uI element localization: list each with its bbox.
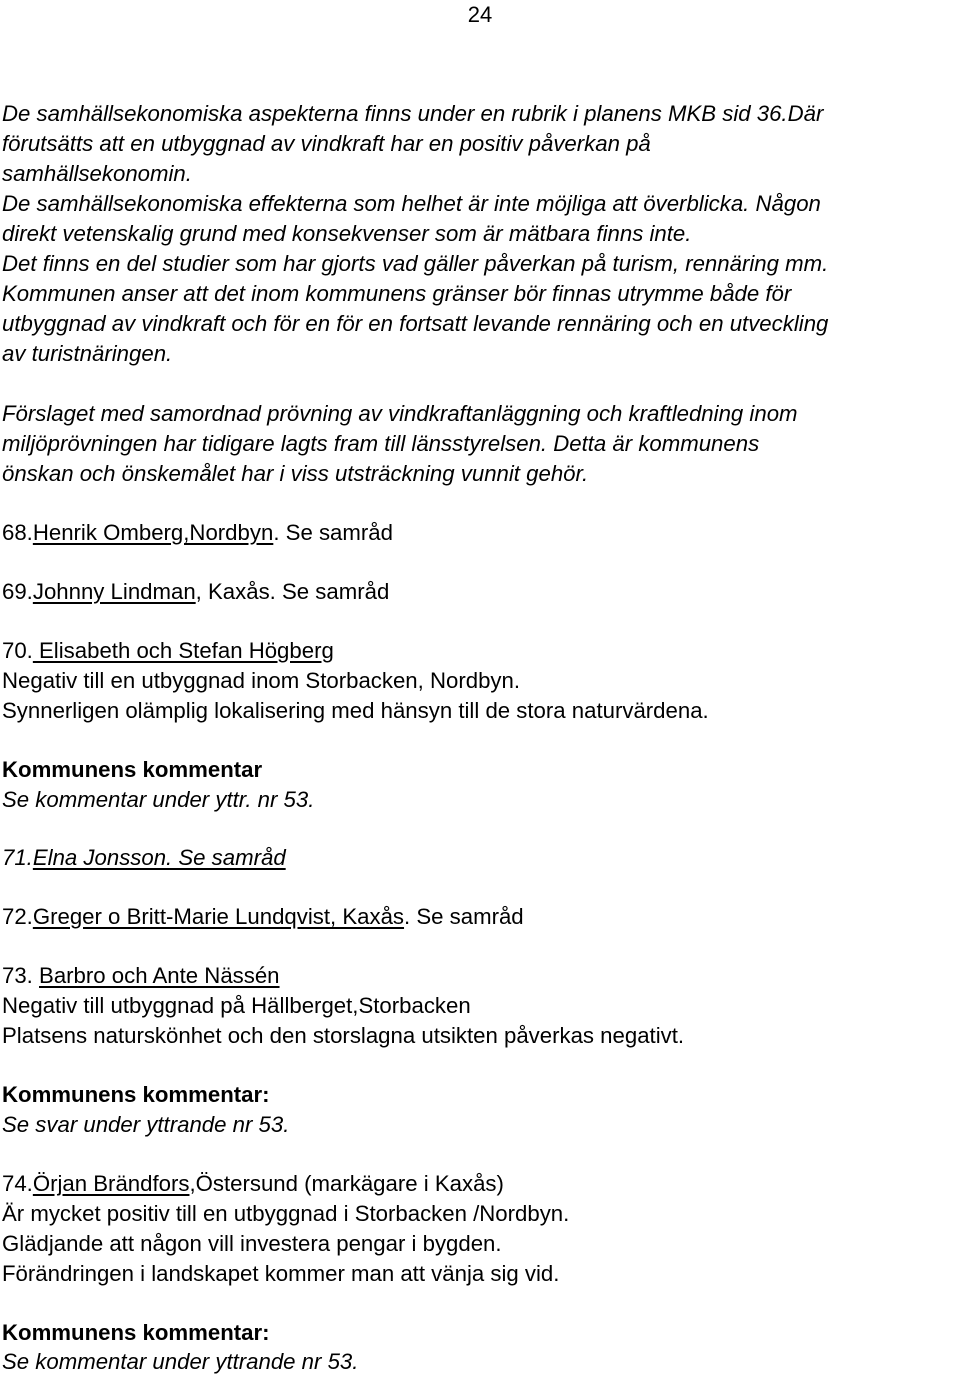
entry-number: 68.	[2, 520, 33, 545]
comment-heading: Kommunens kommentar:	[2, 1082, 270, 1107]
entry-name: Greger o Britt-Marie Lundqvist, Kaxås	[32, 904, 405, 929]
text-line: Glädjande att någon vill investera pengar i bygden.	[2, 1231, 502, 1256]
entry-number: 70.	[2, 638, 33, 663]
text-line: Är mycket positiv till en utbyggnad i Storbacken /Nordbyn.	[2, 1201, 570, 1226]
text-line: utbyggnad av vindkraft och för en för en fortsatt levande rennäring och en utveckling	[2, 311, 829, 336]
entry-number: 72.	[2, 904, 33, 929]
text-line: Kommunen anser att det inom kommunens gränser bör finnas utrymme både för	[2, 281, 792, 306]
entry-note: . Se samråd	[273, 520, 393, 545]
text-line: De samhällsekonomiska effekterna som helhet är inte möjliga att överblicka. Någon	[2, 191, 821, 216]
text-line: direkt vetenskalig grund med konsekvenser som är mätbara finns inte.	[2, 221, 692, 246]
entry-heading	[2, 638, 334, 664]
entry-note: , Kaxås. Se samråd	[195, 579, 390, 604]
comment-text: Se kommentar under yttr. nr 53.	[2, 787, 315, 812]
text-line: förutsätts att en utbyggnad av vindkraft har en positiv påverkan på	[2, 131, 651, 156]
text-line: Negativ till en utbyggnad inom Storbacken, Nordbyn.	[2, 668, 521, 693]
text-line: önskan och önskemålet har i viss utsträckning vunnit gehör.	[2, 461, 589, 486]
entry-number: 73.	[2, 963, 40, 988]
entry-name: Elisabeth och Stefan Högberg	[32, 638, 334, 663]
entry-name: Henrik Omberg,Nordbyn	[32, 520, 274, 545]
text-line: Synnerligen olämplig lokalisering med hänsyn till de stora naturvärdena.	[2, 698, 709, 723]
text-line: Förändringen i landskapet kommer man att vänja sig vid.	[2, 1261, 560, 1286]
comment-text: Se svar under yttrande nr 53.	[2, 1112, 290, 1137]
text-line: miljöprövningen har tidigare lagts fram till länsstyrelsen. Detta är kommunens	[2, 431, 760, 456]
entry-69	[2, 579, 389, 605]
entry-name: Elna Jonsson. Se samråd	[32, 845, 286, 870]
entry-number: 71.	[2, 845, 33, 870]
comment-heading: Kommunens kommentar:	[2, 1320, 270, 1345]
entry-name: Johnny Lindman	[32, 579, 196, 604]
text-line: av turistnäringen.	[2, 341, 173, 366]
text-line: De samhällsekonomiska aspekterna finns under en rubrik i planens MKB sid 36.Där	[2, 101, 824, 126]
text-line: samhällsekonomin.	[2, 161, 192, 186]
entry-heading	[2, 963, 280, 989]
entry-name: Barbro och Ante Nässén	[39, 963, 280, 988]
comment-heading: Kommunens kommentar	[2, 757, 263, 782]
text-line: Platsens naturskönhet och den storslagna utsikten påverkas negativt.	[2, 1023, 685, 1048]
entry-68	[2, 520, 393, 546]
page-number: 24	[467, 2, 493, 27]
entry-number: 74.	[2, 1171, 33, 1196]
entry-name: Örjan Brändfors	[32, 1171, 190, 1196]
entry-72	[2, 904, 524, 930]
comment-text: Se kommentar under yttrande nr 53.	[2, 1349, 359, 1374]
entry-heading	[2, 1171, 504, 1197]
text-line: Förslaget med samordnad prövning av vindkraftanläggning och kraftledning inom	[2, 401, 798, 426]
entry-71	[2, 845, 286, 871]
text-line: Negativ till utbyggnad på Hällberget,Storbacken	[2, 993, 471, 1018]
entry-note: . Se samråd	[404, 904, 524, 929]
text-line: Det finns en del studier som har gjorts vad gäller påverkan på turism, rennäring mm.	[2, 251, 829, 276]
entry-number: 69.	[2, 579, 33, 604]
entry-note: ,Östersund (markägare i Kaxås)	[189, 1171, 504, 1196]
